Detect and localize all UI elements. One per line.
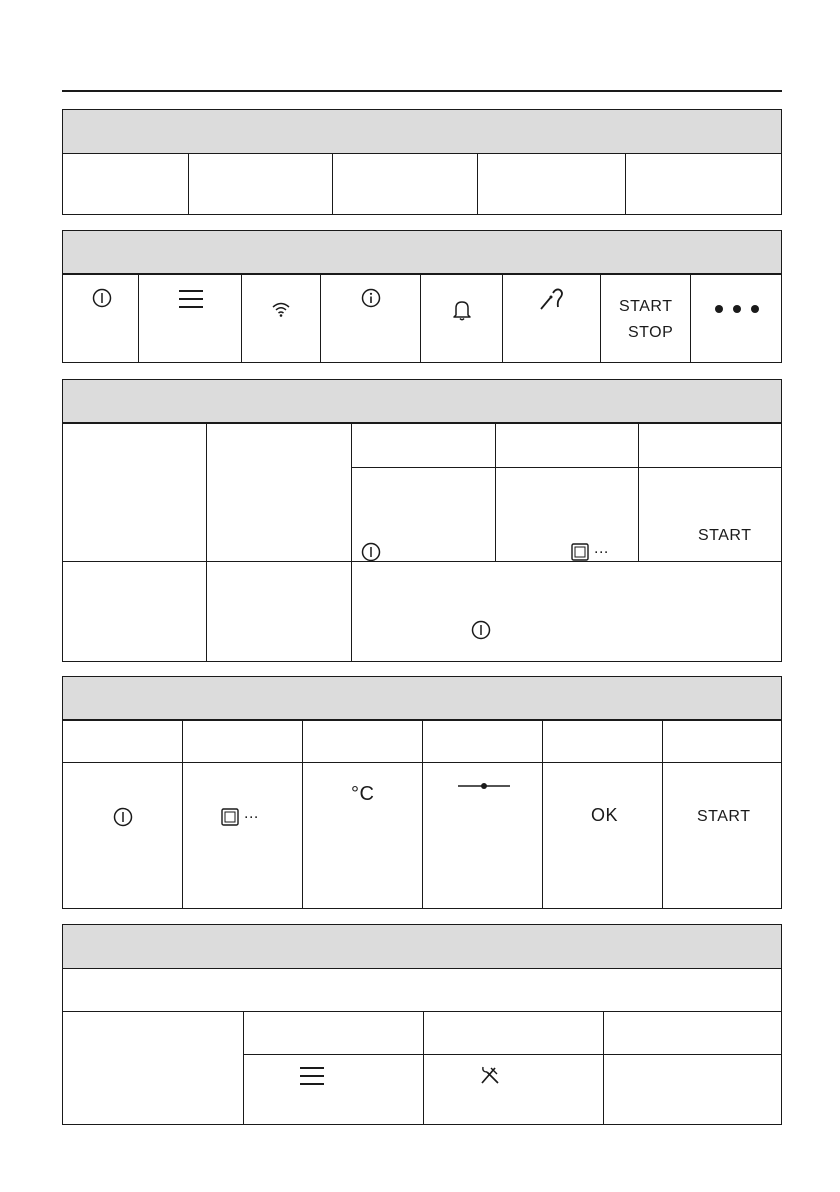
slider-step-cell bbox=[423, 763, 543, 908]
column-divider bbox=[351, 424, 352, 661]
column-divider bbox=[206, 424, 207, 661]
table-1 bbox=[62, 109, 782, 215]
row-divider bbox=[243, 1054, 782, 1055]
table-cell bbox=[303, 721, 423, 762]
table-cell bbox=[663, 721, 781, 762]
column-divider bbox=[423, 1012, 424, 1124]
column-divider bbox=[638, 424, 639, 561]
power-icon bbox=[113, 807, 133, 827]
info-cell[interactable] bbox=[321, 275, 421, 362]
table-2 bbox=[62, 230, 782, 363]
column-divider bbox=[603, 1012, 604, 1124]
table-5-header bbox=[63, 925, 781, 969]
table-1-row bbox=[63, 154, 781, 214]
alarm-cell[interactable] bbox=[421, 275, 503, 362]
power-icon bbox=[471, 620, 491, 640]
start-label: START bbox=[698, 527, 752, 544]
function-step-cell bbox=[183, 763, 303, 908]
table-4 bbox=[62, 676, 782, 909]
power-cell[interactable] bbox=[63, 275, 139, 362]
column-divider bbox=[243, 1012, 244, 1124]
fork-knife-icon bbox=[480, 1065, 500, 1085]
start-step-cell bbox=[663, 763, 781, 908]
oven-function-icon bbox=[221, 808, 239, 826]
menu-cell[interactable] bbox=[139, 275, 242, 362]
wifi-cell[interactable] bbox=[242, 275, 321, 362]
table-1-header bbox=[63, 110, 781, 154]
table-cell bbox=[478, 154, 626, 214]
table-3-body bbox=[63, 424, 781, 661]
table-cell bbox=[63, 721, 183, 762]
table-5-body bbox=[63, 1012, 781, 1124]
row-divider bbox=[63, 561, 782, 562]
power-icon bbox=[92, 288, 112, 308]
table-cell bbox=[333, 154, 478, 214]
stop-label: STOP bbox=[628, 324, 674, 341]
top-rule bbox=[62, 90, 782, 92]
probe-cell[interactable] bbox=[503, 275, 601, 362]
table-cell bbox=[63, 154, 189, 214]
table-2-row bbox=[63, 275, 781, 362]
wifi-icon bbox=[272, 301, 290, 317]
row-divider bbox=[351, 467, 782, 468]
ellipsis-label: ... bbox=[594, 540, 609, 557]
menu-icon bbox=[300, 1066, 324, 1086]
more-dots-icon bbox=[714, 304, 760, 314]
column-divider bbox=[495, 424, 496, 561]
ok-label: OK bbox=[591, 805, 619, 825]
table-4-header bbox=[63, 677, 781, 721]
ok-step-cell bbox=[543, 763, 663, 908]
more-cell[interactable] bbox=[691, 275, 781, 362]
start-stop-cell[interactable] bbox=[601, 275, 691, 362]
menu-icon bbox=[179, 289, 203, 309]
power-step-cell bbox=[63, 763, 183, 908]
temperature-icon: °C bbox=[351, 783, 375, 805]
table-4-head-row bbox=[63, 721, 781, 763]
table-5 bbox=[62, 924, 782, 1125]
table-cell bbox=[183, 721, 303, 762]
table-cell bbox=[189, 154, 333, 214]
table-2-header bbox=[63, 231, 781, 275]
bell-icon bbox=[453, 299, 471, 321]
table-cell bbox=[543, 721, 663, 762]
table-3 bbox=[62, 379, 782, 662]
table-5-full-row bbox=[63, 969, 781, 1012]
temperature-step-cell bbox=[303, 763, 423, 908]
slider-icon bbox=[458, 781, 510, 791]
table-cell bbox=[626, 154, 781, 214]
start-label: START bbox=[697, 808, 751, 825]
table-3-header bbox=[63, 380, 781, 424]
power-icon bbox=[361, 542, 381, 562]
info-icon bbox=[361, 288, 381, 308]
oven-function-icon bbox=[571, 543, 589, 561]
table-cell bbox=[423, 721, 543, 762]
start-label: START bbox=[619, 298, 673, 315]
table-4-row bbox=[63, 763, 781, 908]
food-probe-icon bbox=[539, 287, 565, 311]
ellipsis-label: ... bbox=[244, 805, 259, 822]
